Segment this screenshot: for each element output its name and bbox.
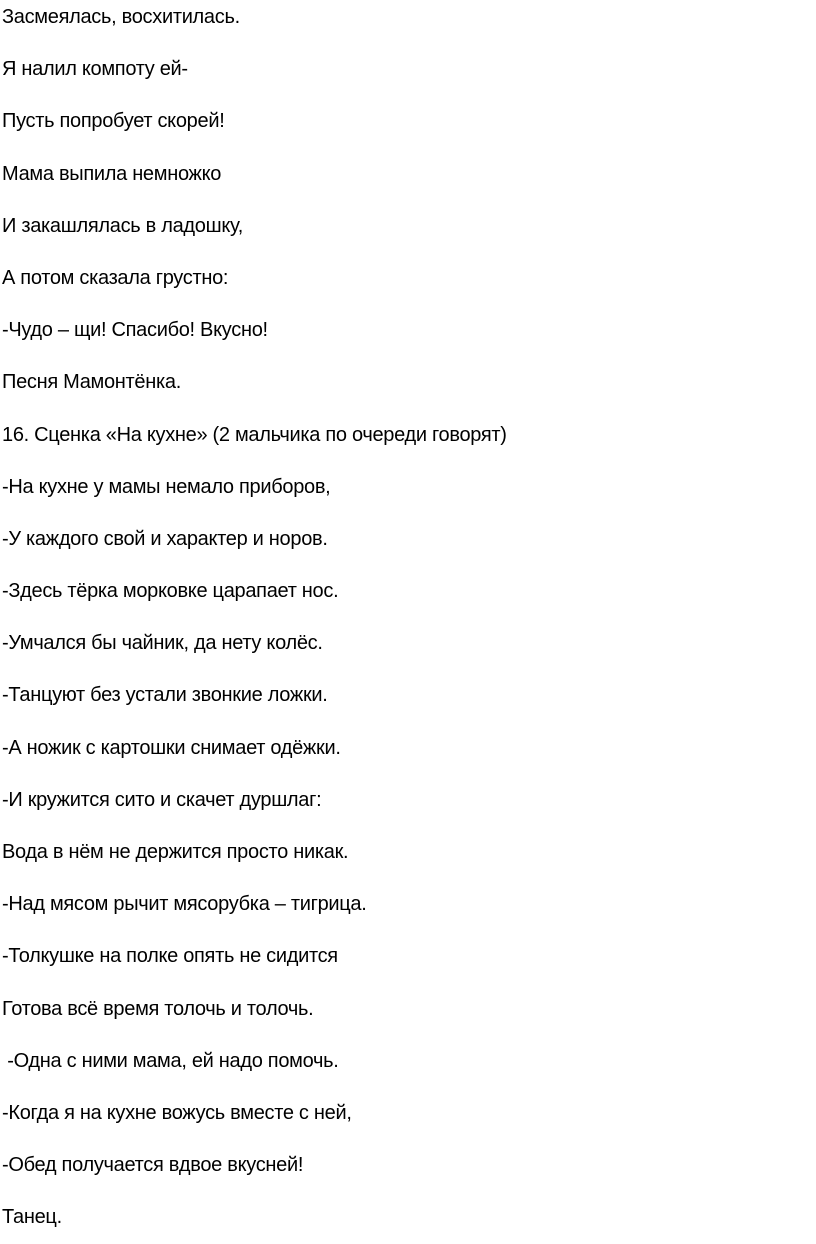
text-line: -У каждого свой и характер и норов.	[2, 527, 328, 550]
scene-heading: 16. Сценка «На кухне» (2 мальчика по очереди говорят)	[2, 423, 507, 446]
text-line: -Танцуют без устали звонкие ложки.	[2, 684, 328, 707]
text-line: Я налил компоту ей-	[2, 58, 188, 81]
text-line: Готова всё время толочь и толочь.	[2, 997, 314, 1020]
text-line: Мама выпила немножко	[2, 162, 222, 185]
text-line: Пусть попробует скорей!	[2, 110, 225, 133]
song-heading: Песня Мамонтёнка.	[2, 371, 181, 394]
text-line: -На кухне у мамы немало приборов,	[2, 475, 331, 498]
text-line: -Умчался бы чайник, да нету колёс.	[2, 632, 323, 655]
text-line: -Здесь тёрка морковке царапает нос.	[2, 580, 339, 603]
text-line: -Когда я на кухне вожусь вместе с ней,	[2, 1101, 352, 1124]
dance-heading: Танец.	[2, 1206, 62, 1229]
text-line: -А ножик с картошки снимает одёжки.	[2, 736, 341, 759]
text-line: И закашлялась в ладошку,	[2, 214, 243, 237]
text-line: -Над мясом рычит мясорубка – тигрица.	[2, 893, 367, 916]
text-line: -Одна с ними мама, ей надо помочь.	[2, 1049, 339, 1072]
text-line: -Чудо – щи! Спасибо! Вкусно!	[2, 319, 268, 342]
text-line: Вода в нём не держится просто никак.	[2, 841, 349, 863]
text-line: -И кружится сито и скачет дуршлаг:	[2, 788, 322, 811]
text-line: -Обед получается вдвое вкусней!	[2, 1154, 304, 1177]
text-line: -Толкушке на полке опять не сидится	[2, 945, 338, 968]
text-line: Засмеялась, восхитилась.	[2, 6, 240, 28]
text-line: А потом сказала грустно:	[2, 266, 229, 289]
